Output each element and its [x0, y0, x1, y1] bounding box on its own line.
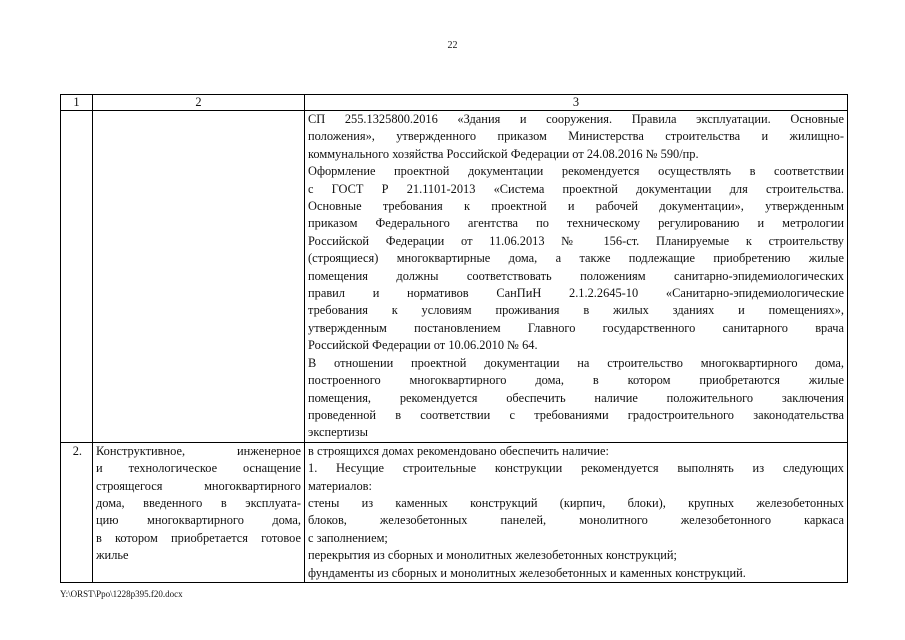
- row1-number-cell: [61, 111, 93, 443]
- text-line: Российской Федерации от 11.06.2013 № 156-ст. Планируемые к строительству: [308, 233, 844, 248]
- row1-text-cell: [305, 111, 848, 443]
- text-line: в котором приобретается готовое: [96, 530, 301, 545]
- text-line: блоков, железобетонных панелей, монолитного железобетонного каркаса: [308, 513, 844, 528]
- row2-text-lines: [308, 443, 844, 582]
- row1-text-lines: [308, 111, 844, 442]
- page-number: 22: [447, 40, 458, 51]
- text-line: Оформление проектной документации рекомендуется осуществлять в соответствии: [308, 164, 844, 179]
- row2-text-cell: [305, 442, 848, 582]
- header-col-1: 1: [61, 95, 93, 111]
- table-row: [61, 442, 848, 582]
- document-table: [60, 94, 848, 583]
- text-line: экспертизы: [308, 425, 368, 440]
- text-line: В отношении проектной документации на строительство многоквартирного дома,: [308, 355, 844, 370]
- text-line: строящегося многоквартирного: [96, 478, 301, 493]
- text-line: построенного многоквартирного дома, в котором приобретаются жилые: [308, 373, 844, 388]
- text-line: помещения должны соответствовать положениям санитарно-эпидемиологических: [308, 268, 844, 283]
- text-line: утвержденным постановлением Главного государственного санитарного врача: [308, 320, 844, 335]
- table-row: [61, 111, 848, 443]
- row2-number-cell: 2.: [61, 442, 93, 582]
- header-col-2: 2: [93, 95, 305, 111]
- text-line: Основные требования к проектной и рабочей документации», утвержденным: [308, 199, 844, 214]
- text-line: СП 255.1325800.2016 «Здания и сооружения. Правила эксплуатации. Основные: [308, 112, 844, 126]
- text-line: материалов:: [308, 478, 372, 493]
- text-line: 1. Несущие строительные конструкции рекомендуется выполнять из следующих: [308, 461, 844, 476]
- file-path-footer: Y:\ORST\Ppo\1228p395.f20.docx: [60, 589, 183, 599]
- text-line: положения», утвержденного приказом Министерства строительства и жилищно-: [308, 129, 844, 144]
- text-line: с ГОСТ Р 21.1101-2013 «Система проектной документации для строительства.: [308, 181, 844, 196]
- text-line: коммунального хозяйства Российской Федерации от 24.08.2016 № 590/пр.: [308, 146, 699, 161]
- text-line: приказом Федерального агентства по техническому регулированию и метрологии: [308, 216, 844, 231]
- text-line: (строящиеся) многоквартирные дома, а также подлежащие приобретению жилые: [308, 251, 844, 266]
- text-line: проведенной в соответствии с требованиями градостроительного законодательства: [308, 407, 844, 422]
- text-line: с заполнением;: [308, 530, 388, 545]
- text-line: дома, введенного в эксплуата-: [96, 495, 301, 510]
- text-line: стены из каменных конструкций (кирпич, блоки), крупных железобетонных: [308, 495, 844, 510]
- text-line: Конструктивное, инженерное: [96, 443, 301, 458]
- text-line: требования к условиям проживания в жилых зданиях и помещениях»,: [308, 303, 844, 318]
- text-line: правил и нормативов СанПиН 2.1.2.2645-10 «Санитарно-эпидемиологические: [308, 286, 844, 301]
- text-line: фундаменты из сборных и монолитных железобетонных и каменных конструкций.: [308, 565, 746, 580]
- row2-subject-lines: [96, 443, 301, 565]
- row2-subject-cell: [93, 442, 305, 582]
- text-line: в строящихся домах рекомендовано обеспечить наличие:: [308, 443, 609, 458]
- text-line: Российской Федерации от 10.06.2010 № 64.: [308, 338, 538, 353]
- text-line: жилье: [96, 548, 129, 563]
- row1-subject-cell: [93, 111, 305, 443]
- header-col-3: 3: [305, 95, 848, 111]
- text-line: помещения, рекомендуется обеспечить наличие положительного заключения: [308, 390, 844, 405]
- text-line: и технологическое оснащение: [96, 461, 301, 476]
- text-line: перекрытия из сборных и монолитных железобетонных конструкций;: [308, 548, 677, 563]
- text-line: цию многоквартирного дома,: [96, 513, 301, 528]
- table-header-row: [61, 95, 848, 111]
